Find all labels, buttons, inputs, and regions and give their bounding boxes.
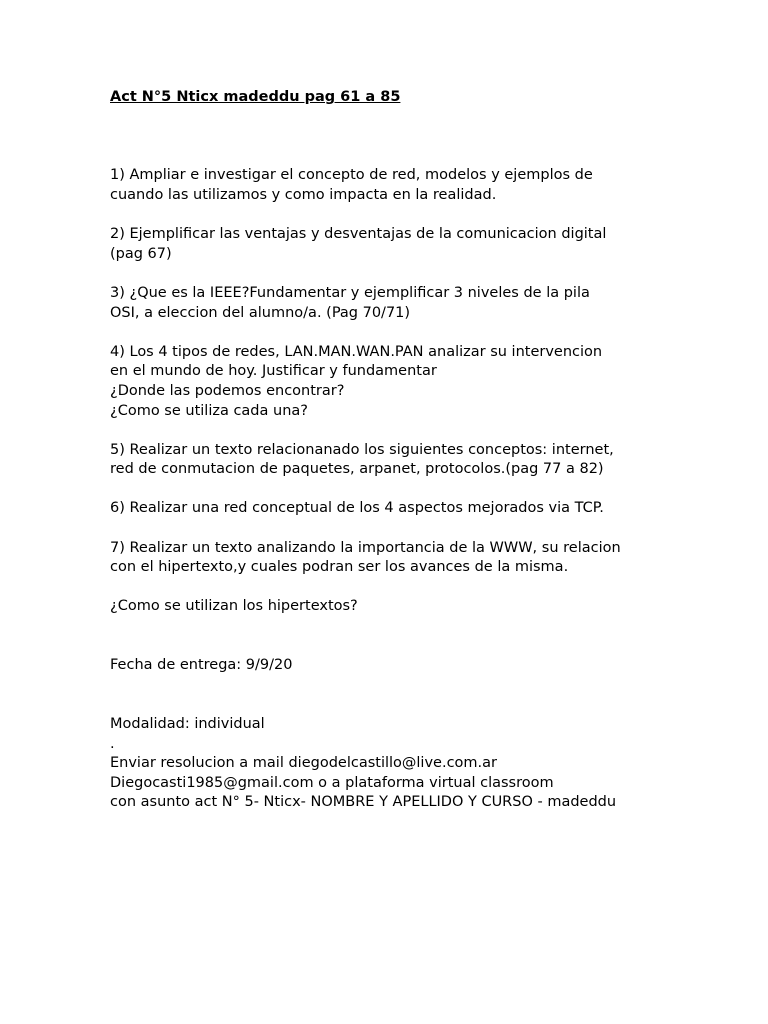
item-line: red de conmutacion de paquetes, arpanet, protocolos.(pag 77 a 82): [110, 461, 604, 478]
spacer: [110, 617, 710, 637]
spacer: [110, 578, 710, 598]
item-line: (pag 67): [110, 245, 172, 262]
due-date-text: Fecha de entrega: 9/9/20: [110, 657, 293, 674]
spacer: [110, 323, 710, 343]
spacer: [110, 264, 710, 284]
spacer: [110, 695, 710, 715]
email-instruction: Enviar resolucion a mail diegodelcastillo@live.com.ar: [110, 755, 497, 772]
item-line: con el hipertexto,y cuales podran ser los avances de la misma.: [110, 559, 569, 576]
spacer: [110, 676, 710, 696]
item-5: [110, 441, 710, 480]
modality-text: Modalidad: individual: [110, 716, 265, 732]
email-alt: Diegocasti1985@gmail.com o a plataforma virtual classroom: [110, 774, 554, 791]
item-2: [110, 225, 710, 264]
item-7: [110, 539, 710, 578]
spacer: [110, 127, 710, 147]
spacer: [110, 147, 710, 167]
item-6: [110, 499, 710, 519]
document-title: Act N°5 Nticx madeddu pag 61 a 85: [110, 89, 401, 105]
spacer: [110, 637, 710, 657]
item-line: cuando las utilizamos y como impacta en la realidad.: [110, 186, 497, 203]
item-line: 2) Ejemplificar las ventajas y desventajas de la comunicacion digital: [110, 226, 607, 243]
item-line: OSI, a eleccion del alumno/a. (Pag 70/71): [110, 304, 411, 321]
item-line: ¿Donde las podemos encontrar?: [110, 382, 345, 399]
item-1: [110, 166, 710, 205]
item-line: 1) Ampliar e investigar el concepto de red, modelos y ejemplos de: [110, 167, 593, 184]
item-line: 7) Realizar un texto analizando la importancia de la WWW, su relacion: [110, 539, 621, 556]
item-hypertext-question: [110, 597, 710, 617]
item-4: [110, 343, 710, 421]
item-line: 4) Los 4 tipos de redes, LAN.MAN.WAN.PAN analizar su intervencion: [110, 343, 603, 360]
item-3: [110, 284, 710, 323]
item-line: en el mundo de hoy. Justificar y fundamentar: [110, 363, 437, 380]
subject-instruction: con asunto act N° 5- Nticx- NOMBRE Y APELLIDO Y CURSO - madeddu: [110, 794, 617, 811]
separator-dot: .: [110, 735, 115, 752]
item-line: ¿Como se utilizan los hipertextos?: [110, 598, 358, 615]
item-line: 6) Realizar una red conceptual de los 4 aspectos mejorados via TCP.: [110, 500, 604, 517]
item-line: ¿Como se utiliza cada una?: [110, 402, 308, 419]
item-line: 5) Realizar un texto relacionanado los siguientes conceptos: internet,: [110, 441, 614, 458]
spacer: [110, 108, 710, 128]
spacer: [110, 206, 710, 226]
spacer: [110, 480, 710, 500]
item-line: 3) ¿Que es la IEEE?Fundamentar y ejemplificar 3 niveles de la pila: [110, 284, 590, 301]
due-date: [110, 656, 710, 676]
footer-block: [110, 715, 710, 813]
spacer: [110, 421, 710, 441]
document-page: [110, 88, 710, 813]
spacer: [110, 519, 710, 539]
